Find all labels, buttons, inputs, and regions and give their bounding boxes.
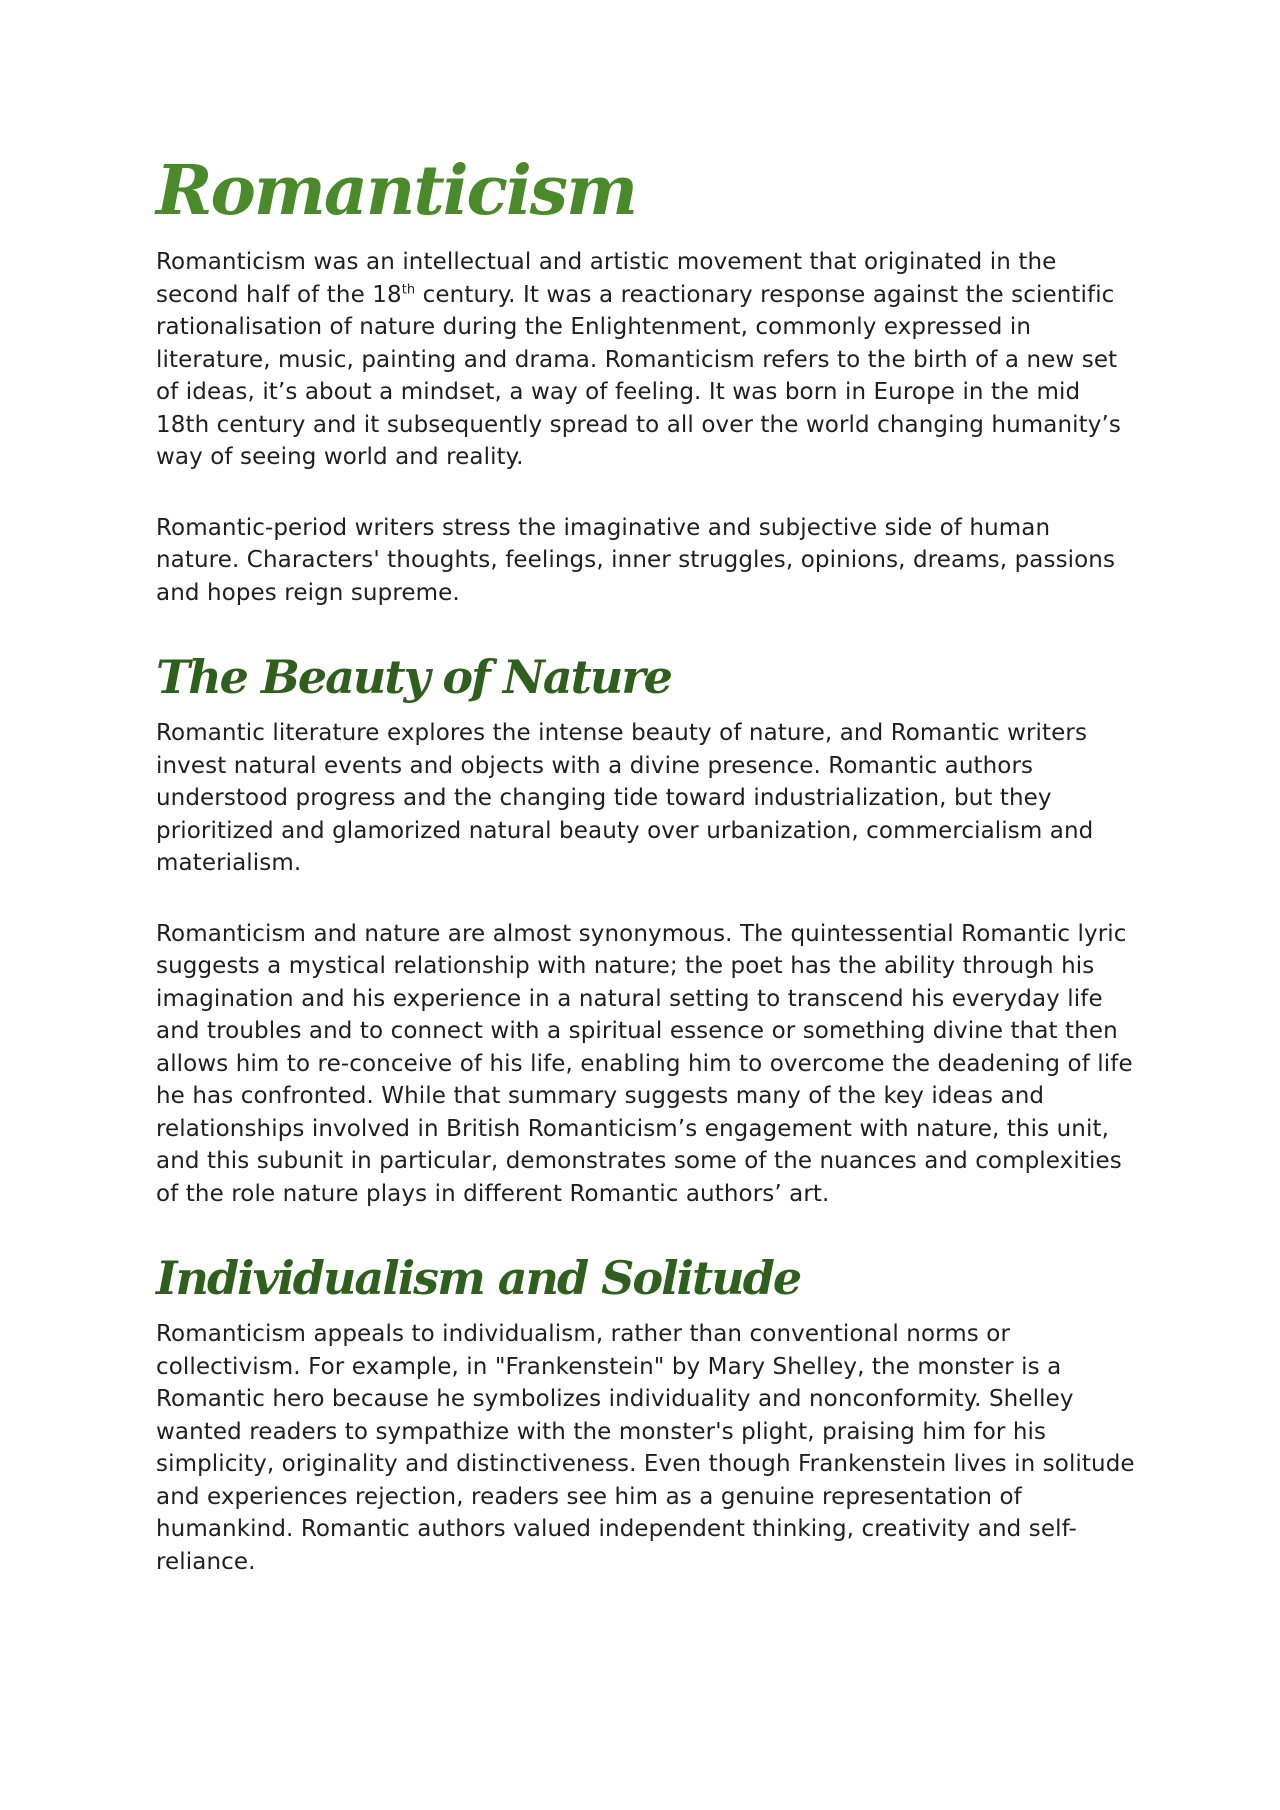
document-page xyxy=(156,150,1136,1616)
intro-p1-text-start: Romanticism was an intellectual and artistic movement that originated in the second half of the 18 xyxy=(156,249,1057,308)
section-heading-beauty-of-nature: The Beauty of Nature xyxy=(156,650,671,704)
nature-paragraph-1: Romantic literature explores the intense beauty of nature, and Romantic writers invest natural events and objects with a divine presence. Romantic authors understood progress and the changing tide toward industrialization, but they prioritized and glamorized natural beauty over urbanization, commercialism and materialism. xyxy=(156,720,1094,876)
page-title: Romanticism xyxy=(156,151,637,231)
intro-paragraph-1 xyxy=(156,246,1136,474)
intro-p1-text-end: century. It was a reactionary response against the scientific rationalisation of nature during the Enlightenment, commonly expressed in literature, music, painting and drama. Romanticism refers to the birth of a new set of ideas, it’s about a mindset, a way of feeling. It was born in Europe in the mid 18th century and it subsequently spread to all over the world changing humanity’s way of seeing world and reality. xyxy=(156,281,1121,470)
section-heading-individualism: Individualism and Solitude xyxy=(156,1251,801,1305)
ordinal-superscript: th xyxy=(401,281,416,297)
individualism-paragraph-1: Romanticism appeals to individualism, rather than conventional norms or collectivism. For example, in "Frankenstein" by Mary Shelley, the monster is a Romantic hero because he symbolizes individuality and nonconformity. Shelley wanted readers to sympathize with the monster's plight, praising him for his simplicity, originality and distinctiveness. Even though Frankenstein lives in solitude and experiences rejection, readers see him as a genuine representation of humankind. Romantic authors valued independent thinking, creativity and self-reliance. xyxy=(156,1321,1135,1575)
intro-paragraph-2: Romantic-period writers stress the imaginative and subjective side of human nature. Characters' thoughts, feelings, inner struggles, opinions, dreams, passions and hopes reign supreme. xyxy=(156,514,1116,606)
nature-paragraph-2: Romanticism and nature are almost synonymous. The quintessential Romantic lyric suggests a mystical relationship with nature; the poet has the ability through his imagination and his experience in a natural setting to transcend his everyday life and troubles and to connect with a spiritual essence or something divine that then allows him to re-conceive of his life, enabling him to overcome the deadening of life he has confronted. While that summary suggests many of the key ideas and relationships involved in British Romanticism’s engagement with nature, this unit, and this subunit in particular, demonstrates some of the nuances and complexities of the role nature plays in different Romantic authors’ art. xyxy=(156,920,1133,1207)
